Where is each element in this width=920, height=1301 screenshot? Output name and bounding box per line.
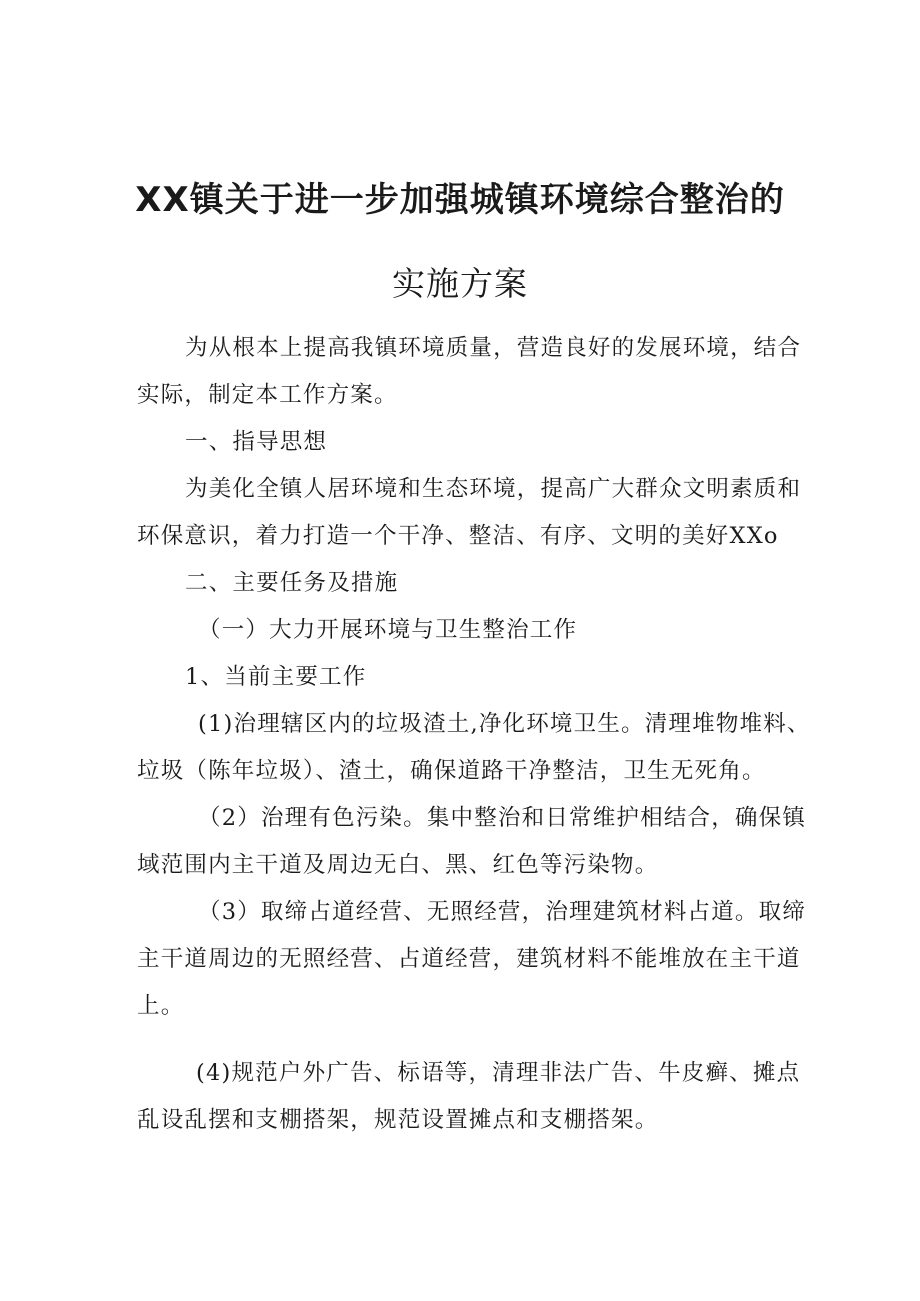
item-2-line-2: 域范围内主干道及周边无白、黑、红色等污染物。 (137, 852, 659, 878)
item-3-line-3: 上。 (137, 993, 185, 1019)
paragraph-intro-line-1: 为从根本上提高我镇环境质量，营造良好的发展环境，结合 (185, 335, 802, 361)
item-4-line-1: (4)规范户外广告、标语等，清理非法广告、牛皮癣、摊点 (196, 1060, 801, 1086)
paragraph-guiding-line-2: 环保意识，着力打造一个干净、整洁、有序、文明的美好XXo (137, 523, 779, 549)
item-1-line-2: 垃圾（陈年垃圾）、渣土，确保道路干净整洁，卫生无死角。 (137, 758, 766, 784)
paragraph-intro-line-2: 实际，制定本工作方案。 (137, 382, 398, 408)
item-2-line-1: （2）治理有色污染。集中整治和日常维护相结合，确保镇 (198, 805, 807, 831)
item-3-line-1: （3）取缔占道经营、无照经营，治理建筑材料占道。取缔 (198, 899, 807, 925)
item-heading-current-work: 1、当前主要工作 (185, 664, 367, 690)
document-title-line-2: 实施方案 (392, 264, 528, 303)
section-heading-guiding-ideology: 一、指导思想 (185, 429, 328, 455)
section-heading-main-tasks: 二、主要任务及措施 (185, 570, 399, 596)
item-3-line-2: 主干道周边的无照经营、占道经营，建筑材料不能堆放在主干道 (137, 946, 801, 972)
item-4-line-2: 乱设乱摆和支棚搭架，规范设置摊点和支棚搭架。 (137, 1107, 659, 1133)
document-title-line-1: XX镇关于进一步加强城镇环境综合整治的 (135, 180, 785, 220)
paragraph-guiding-line-1: 为美化全镇人居环境和生态环境，提高广大群众文明素质和 (185, 476, 802, 502)
subsection-heading-sanitation: （一）大力开展环境与卫生整治工作 (198, 617, 578, 643)
item-1-line-1: (1)治理辖区内的垃圾渣土,净化环境卫生。清理堆物堆料、 (198, 711, 811, 737)
